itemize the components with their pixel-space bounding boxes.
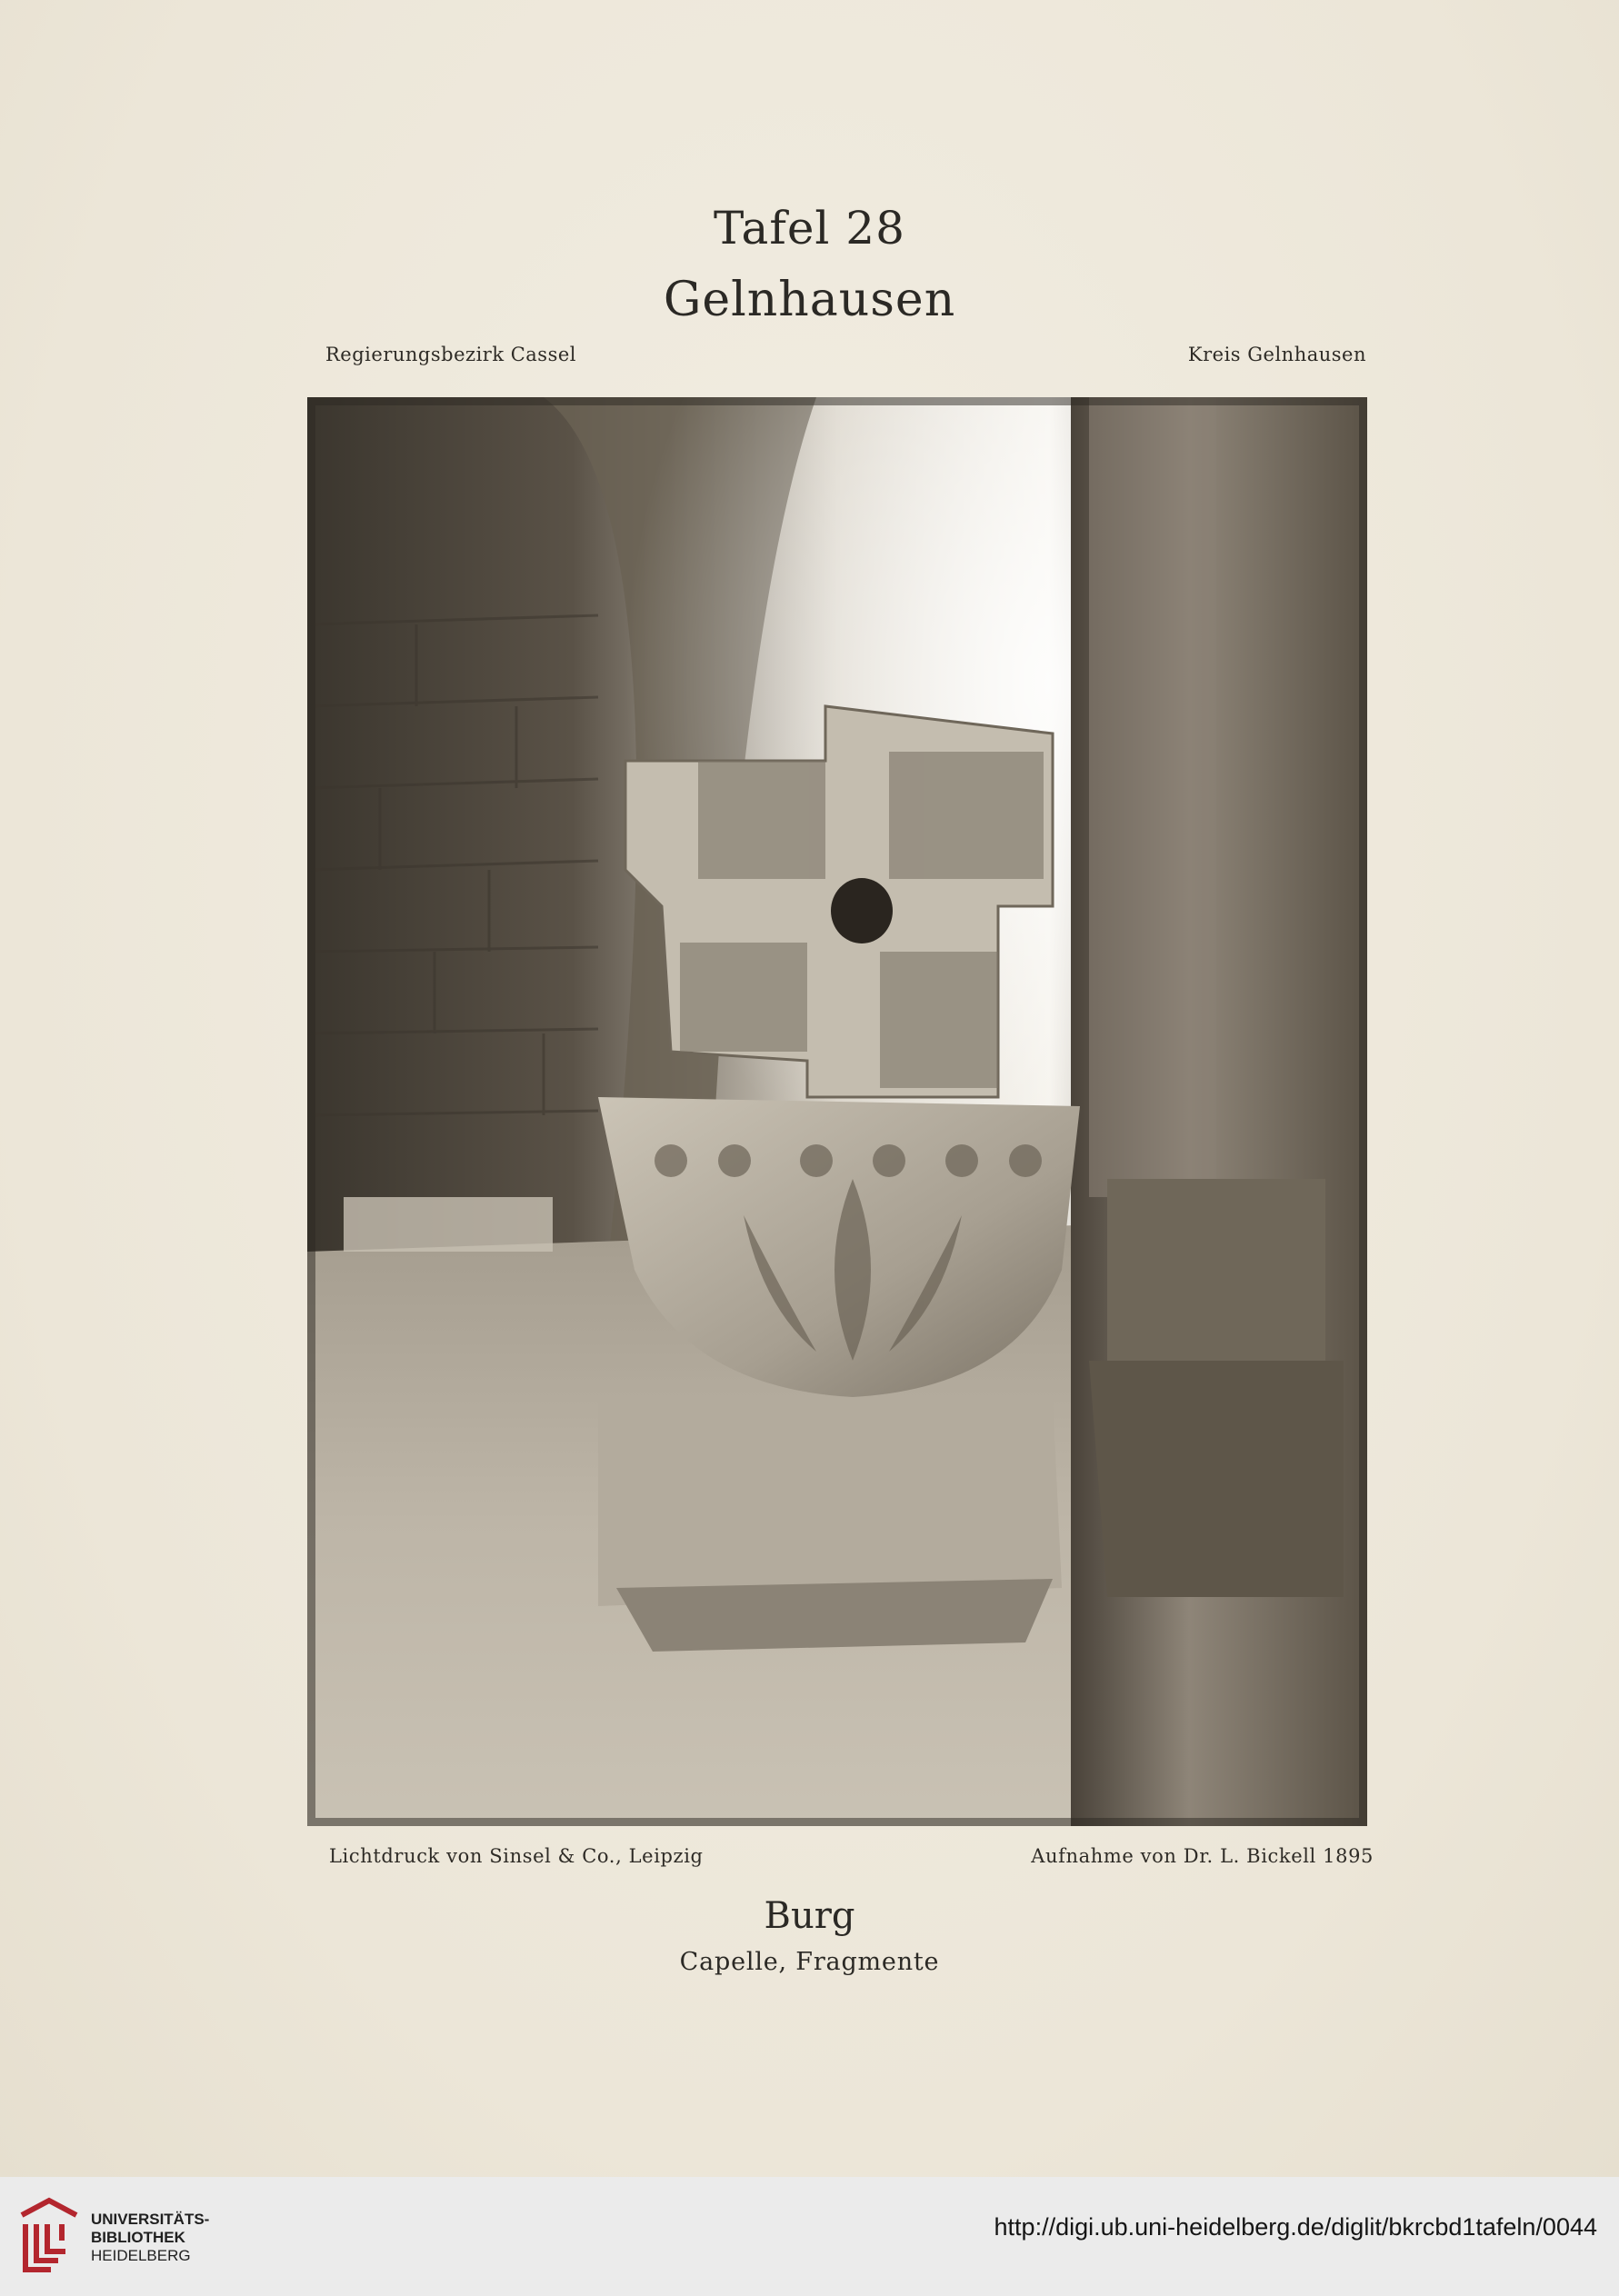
place-title: Gelnhausen — [663, 273, 956, 327]
plate-number: Tafel 28 — [714, 202, 905, 255]
caption-title: Burg — [764, 1895, 855, 1937]
library-name-line3: HEIDELBERG — [91, 2247, 191, 2264]
library-logo-icon[interactable] — [13, 2197, 85, 2279]
printer-credit: Lichtdruck von Sinsel & Co., Leipzig — [329, 1845, 704, 1867]
permalink-url[interactable]: http://digi.ub.uni-heidelberg.de/diglit/bkrcbd1tafeln/0044 — [994, 2213, 1597, 2241]
district-right: Kreis Gelnhausen — [1187, 344, 1366, 365]
library-name-line2: BIBLIOTHEK — [91, 2229, 185, 2246]
photograph — [307, 397, 1367, 1826]
library-name-line1: UNIVERSITÄTS- — [91, 2211, 210, 2228]
library-name[interactable] — [91, 2211, 209, 2265]
photo-credit: Aufnahme von Dr. L. Bickell 1895 — [1031, 1845, 1374, 1867]
district-left: Regierungsbezirk Cassel — [325, 344, 577, 365]
caption-subtitle: Capelle, Fragmente — [679, 1948, 940, 1976]
footer-bar — [0, 2177, 1619, 2296]
